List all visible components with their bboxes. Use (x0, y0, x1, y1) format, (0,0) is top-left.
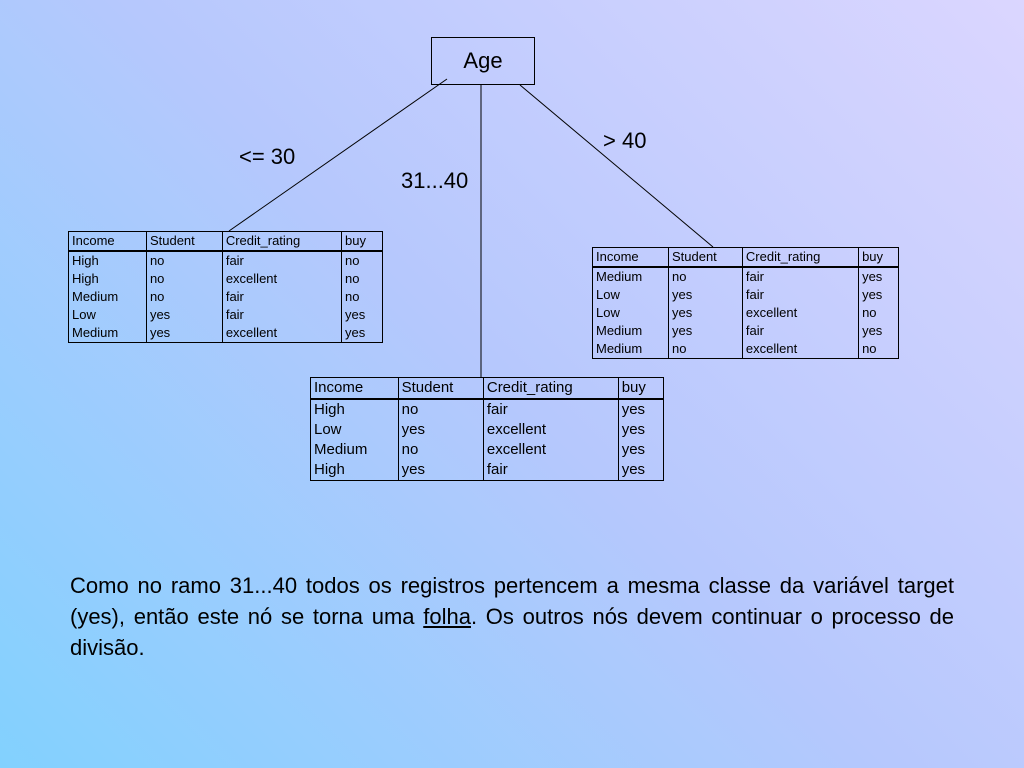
table-cell: no (146, 251, 222, 270)
column-header: Student (398, 378, 483, 400)
table-cell: yes (859, 322, 899, 340)
root-node (431, 37, 535, 85)
table-row (69, 324, 383, 343)
table-cell: fair (222, 306, 341, 324)
table-cell: yes (618, 440, 663, 460)
caption-text-start: Como no ramo 31...40 todos os registros pertencem a mesma classe da variável target (yes), então este nó se torna uma (70, 573, 954, 629)
column-header: Income (69, 232, 147, 252)
column-header: Credit_rating (742, 248, 858, 268)
column-header: buy (618, 378, 663, 400)
table-cell: Medium (69, 288, 147, 306)
table-cell: yes (342, 324, 383, 343)
table-cell: no (668, 267, 742, 286)
table-cell: no (342, 288, 383, 306)
table-cell: yes (668, 304, 742, 322)
table-cell: yes (859, 286, 899, 304)
table-cell: fair (222, 288, 341, 306)
table-cell: fair (742, 322, 858, 340)
table-row (593, 304, 899, 322)
table-row (311, 460, 664, 481)
column-header: buy (859, 248, 899, 268)
table-cell: yes (342, 306, 383, 324)
table-cell: Medium (593, 340, 669, 359)
table-cell: no (859, 304, 899, 322)
table-row (69, 288, 383, 306)
column-header: Income (593, 248, 669, 268)
table-row (69, 270, 383, 288)
table-cell: excellent (222, 324, 341, 343)
table-cell: yes (618, 399, 663, 420)
table-cell: yes (398, 460, 483, 481)
table-cell: no (668, 340, 742, 359)
table-cell: Medium (593, 322, 669, 340)
table-cell: Low (69, 306, 147, 324)
column-header: Student (146, 232, 222, 252)
branch-label-31-40: 31...40 (401, 168, 469, 193)
table-cell: no (398, 399, 483, 420)
table-row (311, 399, 664, 420)
table-row (593, 267, 899, 286)
column-header: Income (311, 378, 399, 400)
caption-text-end: . Os outros nós devem continuar o processo de divisão. (70, 604, 954, 660)
table-row (311, 420, 664, 440)
column-header: Student (668, 248, 742, 268)
table-cell: yes (668, 286, 742, 304)
table-cell: excellent (483, 440, 618, 460)
table-cell: excellent (483, 420, 618, 440)
table-cell: no (859, 340, 899, 359)
caption-paragraph (70, 570, 954, 663)
table-cell: Medium (69, 324, 147, 343)
table-cell: excellent (222, 270, 341, 288)
table-row (311, 440, 664, 460)
table-row (593, 322, 899, 340)
table-cell: fair (742, 267, 858, 286)
table-cell: yes (618, 420, 663, 440)
table-cell: Medium (593, 267, 669, 286)
column-header: buy (342, 232, 383, 252)
table-cell: fair (222, 251, 341, 270)
table-middle-branch (310, 377, 664, 481)
table-cell: no (146, 288, 222, 306)
table-cell: High (311, 460, 399, 481)
table-cell: no (146, 270, 222, 288)
table-cell: Low (593, 304, 669, 322)
table-cell: yes (668, 322, 742, 340)
table-right-branch (592, 247, 899, 359)
table-row (593, 286, 899, 304)
table-cell: fair (483, 399, 618, 420)
table-cell: High (69, 251, 147, 270)
table-cell: yes (398, 420, 483, 440)
table-cell: excellent (742, 304, 858, 322)
table-cell: fair (742, 286, 858, 304)
column-header: Credit_rating (222, 232, 341, 252)
branch-label-le-30: <= 30 (239, 144, 296, 169)
table-cell: Low (311, 420, 399, 440)
table-cell: Low (593, 286, 669, 304)
table-cell: High (69, 270, 147, 288)
table-cell: yes (146, 324, 222, 343)
table-cell: no (398, 440, 483, 460)
table-left-branch (68, 231, 383, 343)
table-cell: Medium (311, 440, 399, 460)
table-cell: yes (859, 267, 899, 286)
table-cell: fair (483, 460, 618, 481)
column-header: Credit_rating (483, 378, 618, 400)
table-row (593, 340, 899, 359)
table-cell: no (342, 270, 383, 288)
table-cell: excellent (742, 340, 858, 359)
table-cell: High (311, 399, 399, 420)
table-row (69, 306, 383, 324)
caption-emphasis-folha: folha (423, 604, 471, 629)
table-cell: yes (146, 306, 222, 324)
root-node-label: Age (463, 48, 503, 73)
edge-right (520, 85, 713, 247)
table-row (69, 251, 383, 270)
branch-label-gt-40: > 40 (603, 128, 647, 153)
table-cell: yes (618, 460, 663, 481)
table-cell: no (342, 251, 383, 270)
